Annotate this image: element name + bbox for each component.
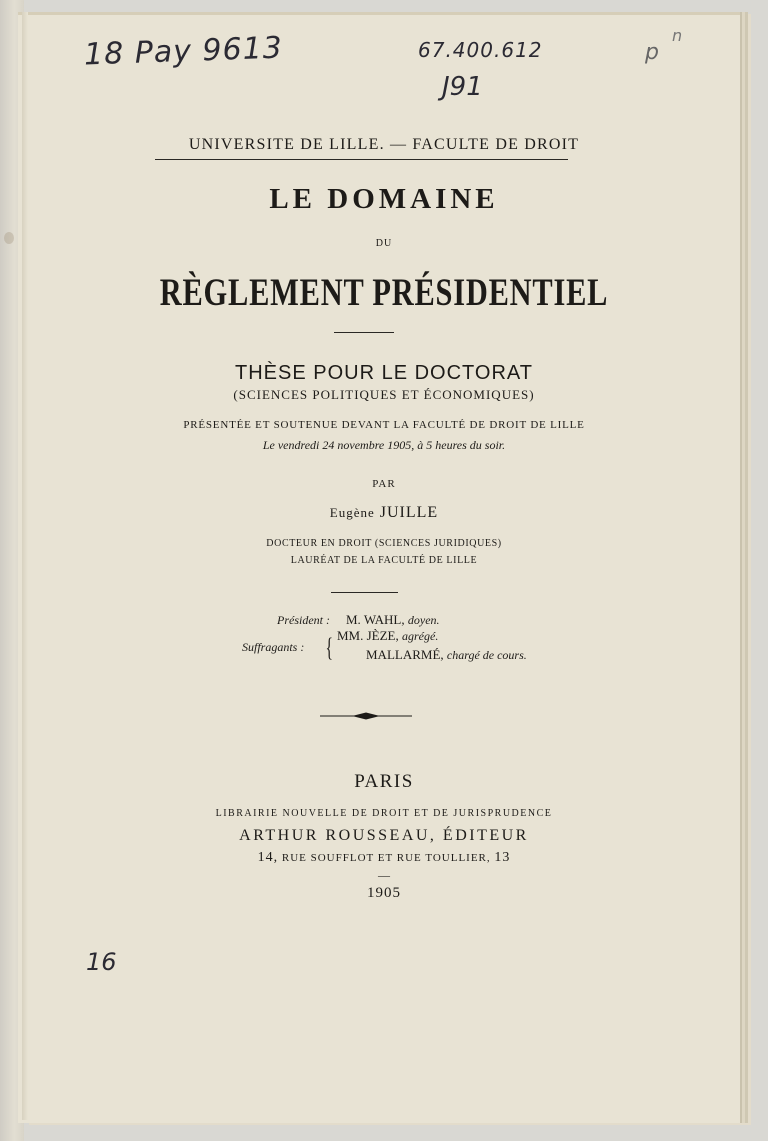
university-header: UNIVERSITE DE LILLE. — FACULTE DE DROIT (188, 136, 580, 153)
author-last-name: JUILLE (379, 504, 439, 521)
member-2-name: MALLARMÉ, (366, 647, 444, 662)
address-street: RUE SOUFFLOT ET RUE TOULLIER, (281, 852, 491, 864)
handwritten-mark-n: n (672, 26, 683, 45)
header-rule (155, 159, 568, 160)
brace-icon: { (325, 633, 333, 662)
address-number-2: 13 (494, 850, 511, 865)
title-line-1: LE DOMAINE (269, 183, 499, 215)
jury-member-1 (337, 628, 438, 644)
handwritten-accession-number: 67.400.612 (418, 38, 543, 62)
imprint-city: PARIS (354, 771, 414, 792)
ornament-divider-icon (320, 710, 412, 722)
jury-member-2 (366, 647, 527, 663)
thesis-presented: PRÉSENTÉE ET SOUTENUE DEVANT LA FACULTÉ DE DROIT DE LILLE (183, 419, 585, 431)
imprint-address (0, 850, 768, 866)
suffragants-label: Suffragants : (242, 640, 305, 654)
member-1-role: agrégé. (402, 629, 439, 643)
address-number-1: 14, (257, 850, 279, 865)
author-title-1: DOCTEUR EN DROIT (SCIENCES JURIDIQUES) (266, 538, 502, 549)
member-1-name: MM. JÈZE, (337, 628, 399, 643)
member-2-role: chargé de cours. (446, 648, 527, 662)
title-page (18, 12, 740, 1123)
handwritten-page-number: 16 (86, 948, 117, 976)
imprint-bookshop: LIBRAIRIE NOUVELLE DE DROIT ET DE JURISPRUDENCE (215, 808, 553, 819)
imprint-separator: — (378, 868, 390, 882)
title-divider (334, 332, 394, 333)
page-fold-shadow (22, 12, 28, 1120)
author-divider (331, 592, 398, 593)
defense-date: Le vendredi 24 novembre 1905, à 5 heures du soir. (262, 438, 506, 452)
president-label: Président : (277, 613, 330, 627)
handwritten-collection-code: J91 (442, 72, 483, 102)
imprint-year: 1905 (367, 885, 401, 901)
author-title-2: LAURÉAT DE LA FACULTÉ DE LILLE (290, 555, 478, 566)
imprint-publisher: ARTHUR ROUSSEAU, ÉDITEUR (239, 827, 529, 844)
title-line-2: RÈGLEMENT PRÉSIDENTIEL (159, 271, 609, 314)
author-first-name: Eugène (329, 505, 375, 520)
thesis-heading: THÈSE POUR LE DOCTORAT (235, 362, 533, 384)
author-by: PAR (372, 478, 396, 490)
president-entry (346, 612, 440, 628)
president-name: M. WAHL, (346, 612, 405, 627)
title-connector: DU (375, 238, 393, 249)
handwritten-mark-p: p (645, 40, 659, 65)
thesis-field: (SCIENCES POLITIQUES ET ÉCONOMIQUES) (233, 387, 535, 402)
handwritten-shelfmark: 18 Pay 9613 (83, 30, 284, 73)
president-role: doyen. (407, 613, 440, 627)
author-name (0, 504, 768, 522)
